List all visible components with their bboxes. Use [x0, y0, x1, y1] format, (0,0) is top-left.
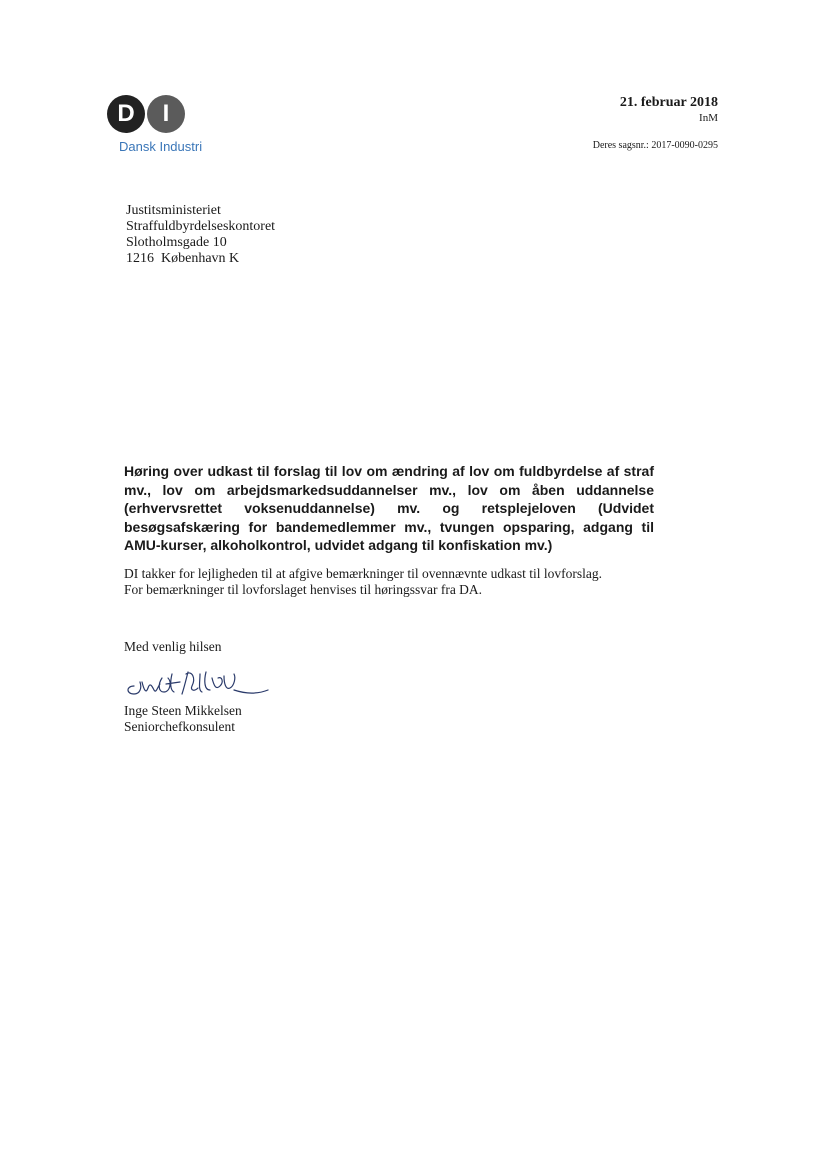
- case-reference: Deres sagsnr.: 2017-0090-0295: [592, 140, 718, 151]
- date-block: [620, 95, 718, 124]
- recipient-address: [126, 203, 275, 267]
- logo-circles: [107, 95, 187, 135]
- di-logo: [107, 95, 217, 157]
- sender-initials: InM: [699, 112, 718, 124]
- body-line: For bemærkninger til lovforslaget henvises til høringssvar fra DA.: [124, 582, 483, 597]
- address-line: Justitsministeriet: [126, 203, 221, 218]
- signer-block: [124, 703, 242, 735]
- closing-salutation: Med venlig hilsen: [124, 639, 222, 654]
- address-line: Straffuldbyrdelseskontoret: [126, 219, 276, 234]
- handwritten-signature: [122, 664, 272, 704]
- subject-heading: Høring over udkast til forslag til lov om ændring af lov om fuldbyrdelse af straf mv., lov om arbejdsmarkedsuddannelser mv., lov om åben uddannelse (erhvervsrettet voksenuddannelse) mv. og retsplejeloven (Udvidet besøgsafskæring for bandemedlemmer mv., tvungen opsparing, adgang til AMU-kurser, alkoholkontrol, udvidet adgang til konfiskation mv.): [124, 463, 654, 553]
- letter-body: [124, 566, 664, 598]
- signer-name: Inge Steen Mikkelsen: [124, 703, 242, 718]
- address-line: Slotholmsgade 10: [126, 235, 227, 250]
- logo-letter-i: I: [147, 95, 185, 133]
- letter-date: 21. februar 2018: [619, 95, 718, 110]
- address-line: 1216 København K: [126, 251, 240, 266]
- brand-name: Dansk Industri: [119, 139, 203, 154]
- body-line: DI takker for lejligheden til at afgive bemærkninger til ovennævnte udkast til lovforslag.: [124, 566, 603, 581]
- signer-title: Seniorchefkonsulent: [124, 719, 235, 734]
- logo-letter-d: D: [107, 95, 145, 133]
